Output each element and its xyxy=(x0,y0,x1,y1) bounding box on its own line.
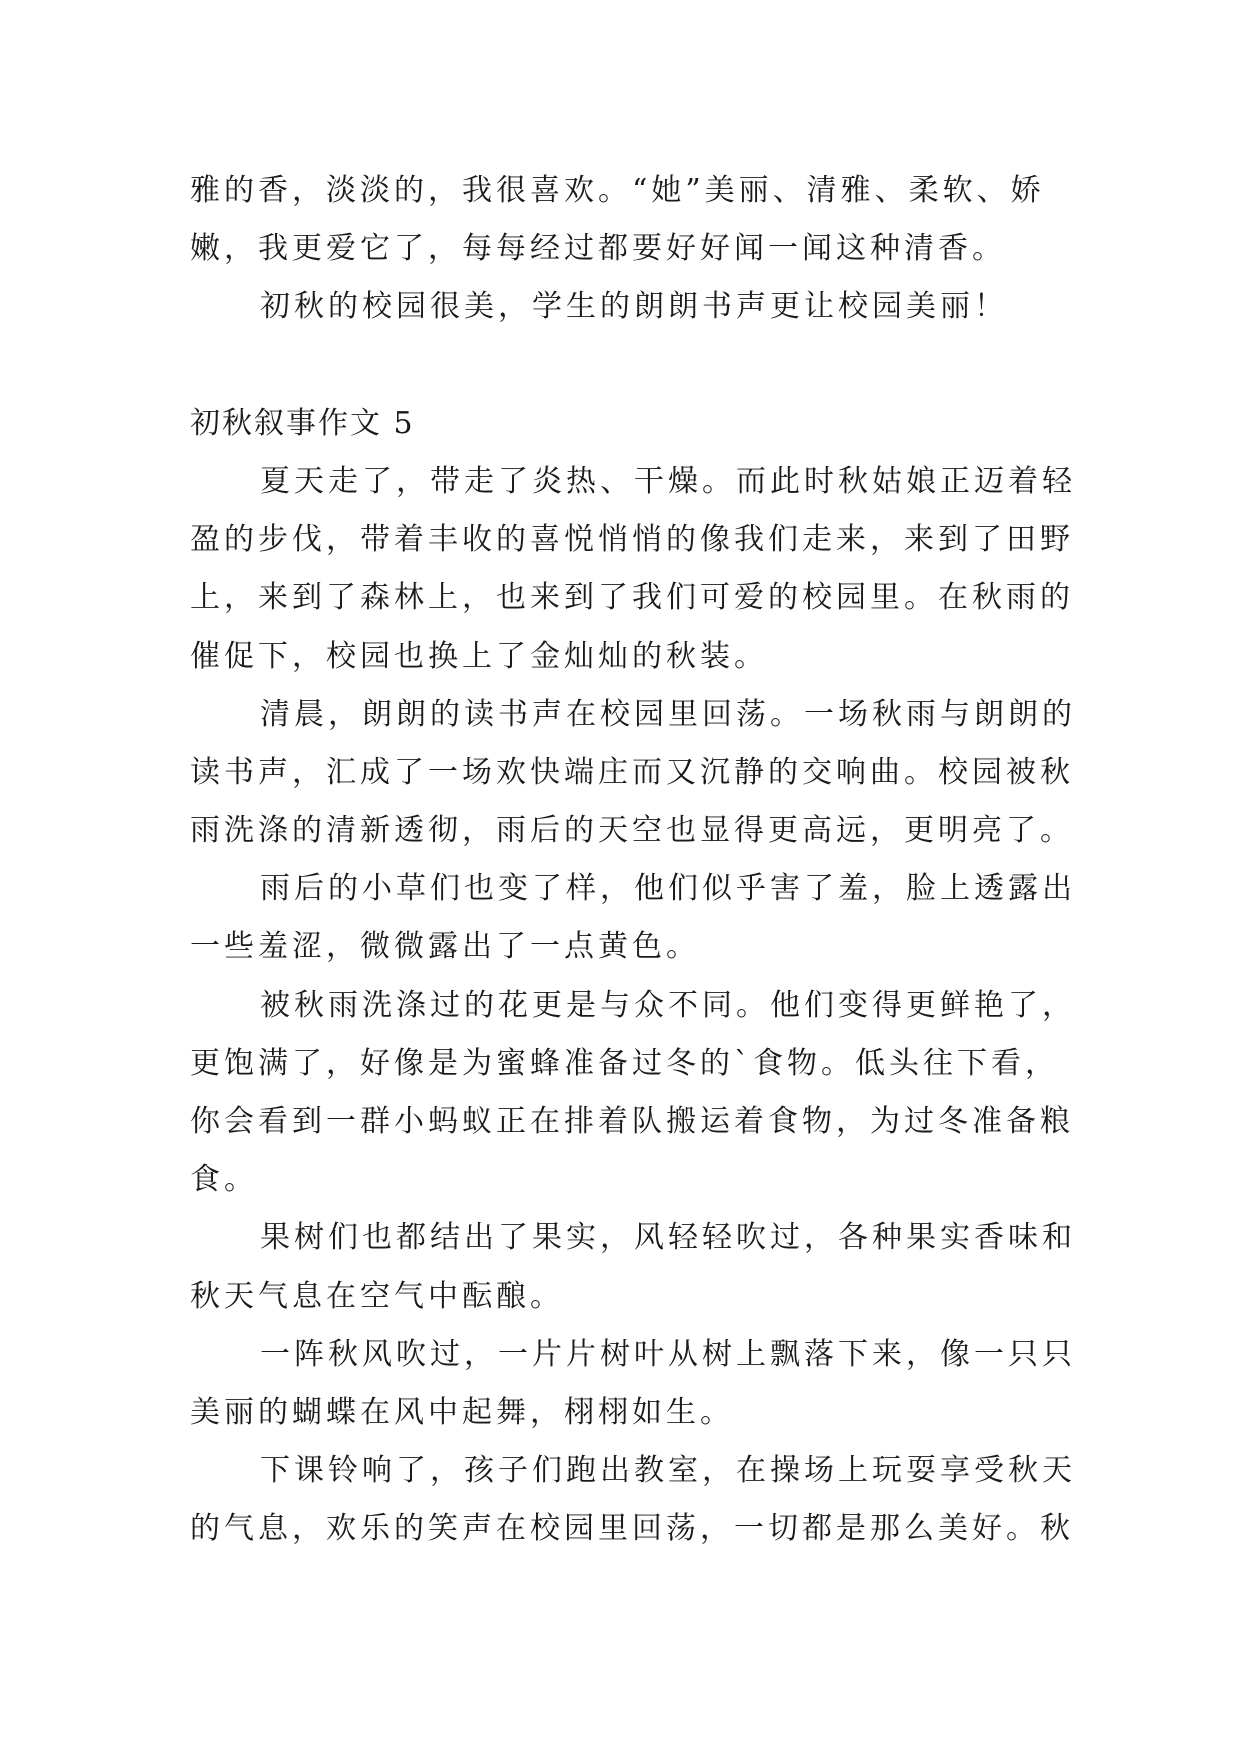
text-line: 一些羞涩，微微露出了一点黄色。 xyxy=(190,929,700,965)
text-line: 更饱满了，好像是为蜜蜂准备过冬的`食物。低头往下看， xyxy=(190,1045,1059,1081)
text-line: 秋天气息在空气中酝酿。 xyxy=(190,1278,564,1314)
document-body xyxy=(190,162,1076,1559)
text-line: 雅的香，淡淡的，我很喜欢。“她”美丽、清雅、柔软、娇 xyxy=(190,173,1045,208)
text-line: 催促下，校园也换上了金灿灿的秋装。 xyxy=(190,638,768,674)
text-line: 美丽的蝴蝶在风中起舞，栩栩如生。 xyxy=(190,1394,734,1430)
section-heading: 初秋叙事作文 5 xyxy=(190,405,415,441)
text-line: 嫩，我更爱它了，每每经过都要好好闻一闻这种清香。 xyxy=(190,231,1006,267)
text-line: 初秋的校园很美，学生的朗朗书声更让校园美丽！ xyxy=(260,289,1008,325)
text-line: 一阵秋风吹过，一片片树叶从树上飘落下来，像一只只 xyxy=(260,1336,1076,1372)
text-line: 下课铃响了，孩子们跑出教室，在操场上玩耍享受秋天 xyxy=(260,1453,1076,1489)
text-line: 雨洗涤的清新透彻，雨后的天空也显得更高远，更明亮了。 xyxy=(190,813,1074,849)
blank-line xyxy=(190,337,1060,395)
text-line: 食。 xyxy=(190,1162,258,1198)
text-line: 盈的步伐，带着丰收的喜悦悄悄的像我们走来，来到了田野 xyxy=(190,522,1074,558)
text-line: 读书声，汇成了一场欢快端庄而又沉静的交响曲。校园被秋 xyxy=(190,754,1074,790)
text-line: 的气息，欢乐的笑声在校园里回荡，一切都是那么美好。秋 xyxy=(190,1511,1074,1547)
text-line: 清晨，朗朗的读书声在校园里回荡。一场秋雨与朗朗的 xyxy=(260,696,1076,732)
text-line: 夏天走了，带走了炎热、干燥。而此时秋姑娘正迈着轻 xyxy=(260,463,1076,499)
text-line: 被秋雨洗涤过的花更是与众不同。他们变得更鲜艳了， xyxy=(260,987,1076,1023)
text-line: 雨后的小草们也变了样，他们似乎害了羞，脸上透露出 xyxy=(260,871,1076,907)
text-line: 上，来到了森林上，也来到了我们可爱的校园里。在秋雨的 xyxy=(190,580,1074,616)
text-line: 你会看到一群小蚂蚁正在排着队搬运着食物，为过冬准备粮 xyxy=(190,1104,1074,1139)
text-line: 果树们也都结出了果实，风轻轻吹过，各种果实香味和 xyxy=(260,1220,1076,1256)
